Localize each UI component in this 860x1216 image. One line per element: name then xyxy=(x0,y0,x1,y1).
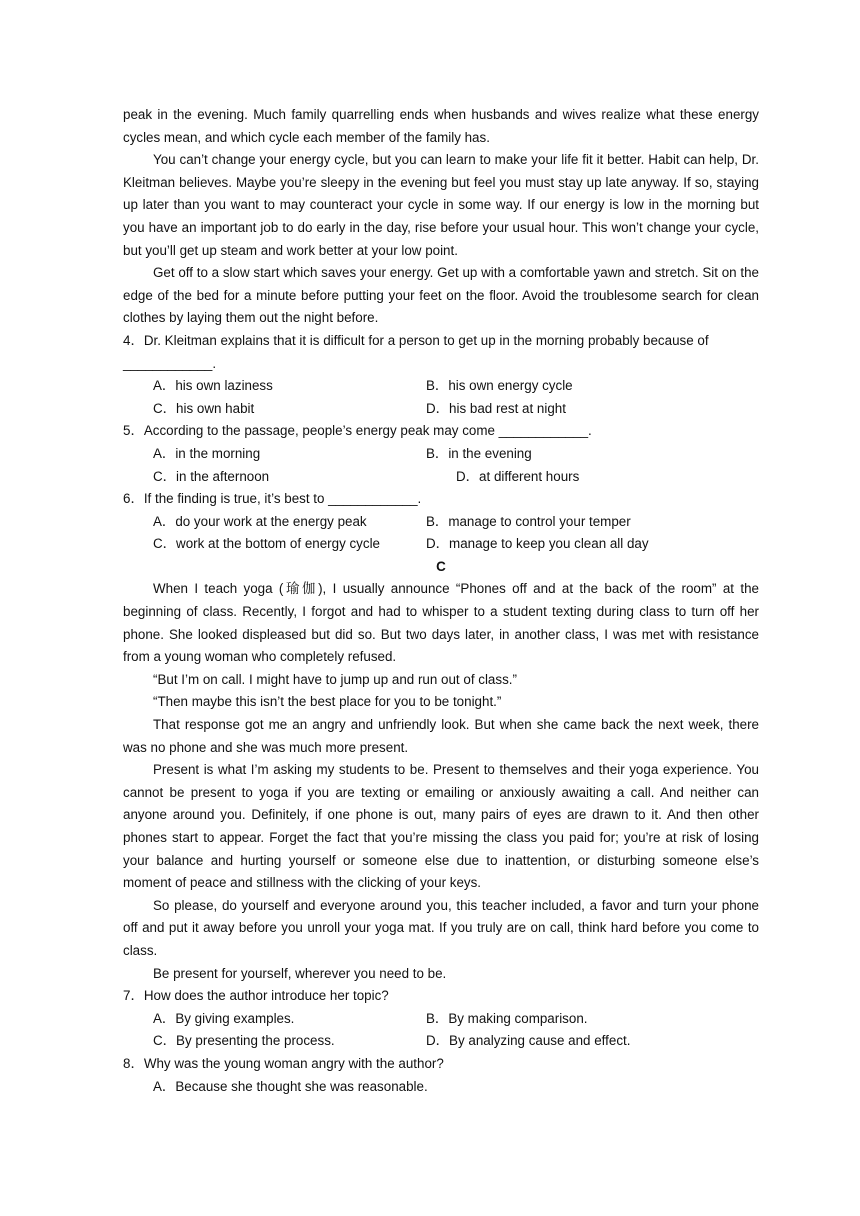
option-b[interactable]: B．By making comparison. xyxy=(426,1010,588,1026)
page-content xyxy=(123,104,759,1098)
option-a[interactable]: A．his own laziness xyxy=(153,378,273,394)
question-stem: 7．How does the author introduce her topic? xyxy=(123,988,389,1004)
question-options xyxy=(123,1076,759,1099)
option-b[interactable]: B．in the evening xyxy=(426,445,532,461)
question-8 xyxy=(123,1053,759,1098)
paragraph: Get off to a slow start which saves your energy. Get up with a comfortable yawn and stretch. Sit on the edge of the bed for a minute before putting your feet on the floor. Avoid the troublesome search for clean clothes by laying them out the night before. xyxy=(123,265,759,326)
question-options xyxy=(123,511,759,556)
option-d[interactable]: D．his bad rest at night xyxy=(426,400,566,416)
paragraph: “But I’m on call. I might have to jump up and run out of class.” xyxy=(153,671,517,687)
question-5 xyxy=(123,420,759,488)
option-c[interactable]: C．in the afternoon xyxy=(153,468,270,484)
option-c[interactable]: C．work at the bottom of energy cycle xyxy=(153,536,380,552)
question-7 xyxy=(123,985,759,1053)
paragraph: So please, do yourself and everyone around you, this teacher included, a favor and turn your phone off and put it away before you unroll your yoga mat. If you truly are on call, think hard before you come to class. xyxy=(123,897,759,958)
option-c[interactable]: C．his own habit xyxy=(153,400,255,416)
paragraph: peak in the evening. Much family quarrelling ends when husbands and wives realize what these energy cycles mean, and which cycle each member of the family has. xyxy=(123,107,759,145)
paragraph: When I teach yoga (瑜伽), I usually announce “Phones off and at the back of the room” at the beginning of class. Recently, I forgot and had to whisper to a student texting during class to turn off her phone. She looked displeased but did so. But two days later, in another class, I was met with resistance from a young woman who completely refused. xyxy=(123,581,759,665)
paragraph: “Then maybe this isn’t the best place for you to be tonight.” xyxy=(153,694,502,710)
question-options xyxy=(123,375,759,420)
option-d[interactable]: D．By analyzing cause and effect. xyxy=(426,1033,631,1049)
option-d[interactable]: D．manage to keep you clean all day xyxy=(426,536,649,552)
question-6 xyxy=(123,488,759,556)
option-a[interactable]: A．in the morning xyxy=(153,445,261,461)
question-options xyxy=(123,443,759,488)
option-c[interactable]: C．By presenting the process. xyxy=(153,1033,335,1049)
option-a[interactable]: A．Because she thought she was reasonable. xyxy=(153,1078,428,1094)
option-d[interactable]: D．at different hours xyxy=(456,468,580,484)
question-options xyxy=(123,1008,759,1053)
option-a[interactable]: A．do your work at the energy peak xyxy=(153,513,367,529)
paragraph: Present is what I’m asking my students to be. Present to themselves and their yoga experience. You cannot be present to yoga if you are texting or emailing or anxiously awaiting a call. And neither can anyone around you. Definitely, if one phone is out, many pairs of eyes are drawn to it. And then other phones start to appear. Forget the fact that you’re missing the class you paid for; you’re at risk of losing your balance and hurting yourself or someone else due to inattention, or disturbing someone else’s moment of peace and stillness with the clicking of your keys. xyxy=(123,762,759,891)
option-b[interactable]: B．manage to control your temper xyxy=(426,513,631,529)
paragraph: That response got me an angry and unfriendly look. But when she came back the next week, there was no phone and she was much more present. xyxy=(123,717,759,755)
paragraph: Be present for yourself, wherever you need to be. xyxy=(153,965,447,981)
question-stem: 4．Dr. Kleitman explains that it is difficult for a person to get up in the morning probably because of ____________. xyxy=(123,332,709,371)
question-4 xyxy=(123,330,759,420)
option-b[interactable]: B．his own energy cycle xyxy=(426,378,573,394)
question-stem: 8．Why was the young woman angry with the author? xyxy=(123,1055,444,1071)
question-stem: 5．According to the passage, people’s energy peak may come ____________. xyxy=(123,423,592,439)
question-stem: 6．If the finding is true, it’s best to ____________. xyxy=(123,491,422,507)
paragraph: You can’t change your energy cycle, but you can learn to make your life fit it better. Habit can help, Dr. Kleitman believes. Maybe you’re sleepy in the evening but feel you must stay up late anyway. If so, staying up later than you want to may counteract your cycle in some way. If our energy is low in the morning but you have an important job to do early in the day, rise before your usual hour. This won’t change your cycle, but you’ll get up steam and work better at your low point. xyxy=(123,152,759,258)
option-a[interactable]: A．By giving examples. xyxy=(153,1010,295,1026)
section-heading: C xyxy=(436,558,446,574)
